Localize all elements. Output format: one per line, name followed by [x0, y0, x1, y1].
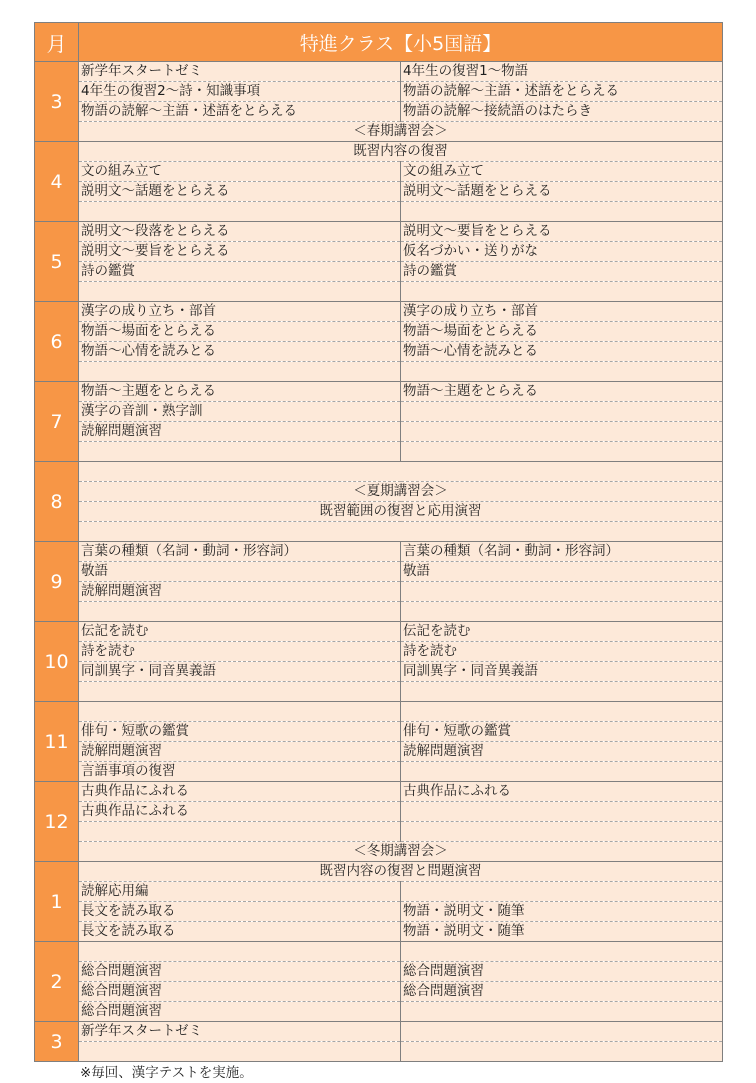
topic-cell-second	[401, 1002, 723, 1022]
table-row	[35, 722, 723, 742]
month-cell: 3	[35, 62, 79, 142]
table-row	[35, 382, 723, 402]
topic-cell-first	[79, 602, 401, 622]
topic-cell-first: 伝記を読む	[79, 622, 401, 642]
topic-cell-second: 物語・説明文・随筆	[401, 922, 723, 942]
month-cell: 11	[35, 702, 79, 782]
topic-cell-first: 文の組み立て	[79, 162, 401, 182]
topic-cell-first: 読解応用編	[79, 882, 401, 902]
topic-cell-second: 古典作品にふれる	[401, 782, 723, 802]
topic-cell-first: 詩の鑑賞	[79, 262, 401, 282]
topic-cell-first: 総合問題演習	[79, 982, 401, 1002]
topic-cell-second: 物語の読解～接続語のはたらき	[401, 102, 723, 122]
table-row	[35, 662, 723, 682]
topic-cell-first: 言葉の種類（名詞・動詞・形容詞）	[79, 542, 401, 562]
month-cell: 2	[35, 942, 79, 1022]
table-row	[35, 582, 723, 602]
table-row	[35, 862, 723, 882]
month-cell: 8	[35, 462, 79, 542]
month-cell: 9	[35, 542, 79, 622]
topic-cell-first	[79, 202, 401, 222]
topic-cell-second: 説明文～話題をとらえる	[401, 182, 723, 202]
topic-cell-second: 伝記を読む	[401, 622, 723, 642]
topic-cell-second	[401, 422, 723, 442]
table-row	[35, 942, 723, 962]
table-row	[35, 342, 723, 362]
topic-cell-second	[401, 602, 723, 622]
topic-cell-first: 物語～場面をとらえる	[79, 322, 401, 342]
topic-cell-second	[401, 822, 723, 842]
session-span-cell	[79, 522, 723, 542]
month-cell: 3	[35, 1022, 79, 1062]
topic-cell-second: 総合問題演習	[401, 982, 723, 1002]
topic-cell-first: 敬語	[79, 562, 401, 582]
session-span-cell: 既習内容の復習	[79, 142, 723, 162]
topic-cell-first: 物語～心情を読みとる	[79, 342, 401, 362]
topic-cell-first: 漢字の成り立ち・部首	[79, 302, 401, 322]
table-row	[35, 322, 723, 342]
table-row	[35, 642, 723, 662]
table-row	[35, 242, 723, 262]
month-cell: 1	[35, 862, 79, 942]
topic-cell-first: 言語事項の復習	[79, 762, 401, 782]
topic-cell-first: 説明文～段落をとらえる	[79, 222, 401, 242]
table-row	[35, 482, 723, 502]
topic-cell-second: 詩を読む	[401, 642, 723, 662]
table-row	[35, 1002, 723, 1022]
topic-cell-first: 漢字の音訓・熟字訓	[79, 402, 401, 422]
topic-cell-second	[401, 702, 723, 722]
topic-cell-second	[401, 362, 723, 382]
topic-cell-first: 読解問題演習	[79, 582, 401, 602]
table-row	[35, 782, 723, 802]
topic-cell-first	[79, 442, 401, 462]
topic-cell-first	[79, 1042, 401, 1062]
topic-cell-first: 長文を読み取る	[79, 902, 401, 922]
table-row	[35, 422, 723, 442]
topic-cell-first: 古典作品にふれる	[79, 782, 401, 802]
topic-cell-second: 物語の読解～主語・述語をとらえる	[401, 82, 723, 102]
topic-cell-second: 言葉の種類（名詞・動詞・形容詞）	[401, 542, 723, 562]
topic-cell-first	[79, 282, 401, 302]
topic-cell-second	[401, 942, 723, 962]
topic-cell-first: 物語の読解～主語・述語をとらえる	[79, 102, 401, 122]
table-row	[35, 822, 723, 842]
table-row	[35, 622, 723, 642]
table-row	[35, 882, 723, 902]
topic-cell-first: 俳句・短歌の鑑賞	[79, 722, 401, 742]
topic-cell-second: 敬語	[401, 562, 723, 582]
table-row	[35, 122, 723, 142]
table-row	[35, 1022, 723, 1042]
topic-cell-second: 同訓異字・同音異義語	[401, 662, 723, 682]
table-row	[35, 62, 723, 82]
table-row	[35, 142, 723, 162]
month-cell: 7	[35, 382, 79, 462]
month-cell: 12	[35, 782, 79, 862]
topic-cell-first: 新学年スタートゼミ	[79, 1022, 401, 1042]
topic-cell-second: 漢字の成り立ち・部首	[401, 302, 723, 322]
topic-cell-second	[401, 402, 723, 422]
topic-cell-second: 俳句・短歌の鑑賞	[401, 722, 723, 742]
table-title: 特進クラス【小5国語】	[79, 23, 723, 62]
session-span-cell: 既習範囲の復習と応用演習	[79, 502, 723, 522]
topic-cell-second: 詩の鑑賞	[401, 262, 723, 282]
topic-cell-second	[401, 682, 723, 702]
table-row	[35, 182, 723, 202]
session-span-cell	[79, 462, 723, 482]
table-row	[35, 902, 723, 922]
session-span-cell: ＜春期講習会＞	[79, 122, 723, 142]
topic-cell-second	[401, 762, 723, 782]
table-row	[35, 502, 723, 522]
month-cell: 4	[35, 142, 79, 222]
topic-cell-second	[401, 882, 723, 902]
table-row	[35, 102, 723, 122]
topic-cell-second: 物語～主題をとらえる	[401, 382, 723, 402]
table-row	[35, 162, 723, 182]
topic-cell-first: 総合問題演習	[79, 962, 401, 982]
topic-cell-second: 読解問題演習	[401, 742, 723, 762]
schedule-table	[34, 22, 723, 1062]
table-row	[35, 402, 723, 422]
topic-cell-first	[79, 702, 401, 722]
table-row	[35, 222, 723, 242]
topic-cell-first: 長文を読み取る	[79, 922, 401, 942]
topic-cell-second: 総合問題演習	[401, 962, 723, 982]
month-header: 月	[35, 23, 79, 62]
topic-cell-second: 説明文～要旨をとらえる	[401, 222, 723, 242]
session-span-cell: 既習内容の復習と問題演習	[79, 862, 723, 882]
session-span-cell: ＜夏期講習会＞	[79, 482, 723, 502]
topic-cell-first: 古典作品にふれる	[79, 802, 401, 822]
footnote: ※毎回、漢字テストを実施。	[80, 1065, 253, 1081]
topic-cell-first: 説明文～要旨をとらえる	[79, 242, 401, 262]
topic-cell-second	[401, 1022, 723, 1042]
topic-cell-second	[401, 1042, 723, 1062]
table-row	[35, 742, 723, 762]
topic-cell-second	[401, 282, 723, 302]
table-row	[35, 762, 723, 782]
topic-cell-first	[79, 942, 401, 962]
topic-cell-first: 物語～主題をとらえる	[79, 382, 401, 402]
table-row	[35, 202, 723, 222]
topic-cell-second: 物語・説明文・随筆	[401, 902, 723, 922]
table-row	[35, 282, 723, 302]
topic-cell-second: 文の組み立て	[401, 162, 723, 182]
table-row	[35, 842, 723, 862]
session-span-cell: ＜冬期講習会＞	[79, 842, 723, 862]
table-row	[35, 602, 723, 622]
topic-cell-first: 説明文～話題をとらえる	[79, 182, 401, 202]
topic-cell-first: 詩を読む	[79, 642, 401, 662]
topic-cell-second: 物語～心情を読みとる	[401, 342, 723, 362]
table-row	[35, 82, 723, 102]
topic-cell-first	[79, 822, 401, 842]
table-row	[35, 702, 723, 722]
topic-cell-first: 同訓異字・同音異義語	[79, 662, 401, 682]
topic-cell-first	[79, 682, 401, 702]
header-row	[35, 23, 723, 62]
table-row	[35, 1042, 723, 1062]
topic-cell-second: 4年生の復習1～物語	[401, 62, 723, 82]
table-row	[35, 442, 723, 462]
topic-cell-first: 総合問題演習	[79, 1002, 401, 1022]
table-row	[35, 302, 723, 322]
table-row	[35, 982, 723, 1002]
table-row	[35, 562, 723, 582]
topic-cell-second: 仮名づかい・送りがな	[401, 242, 723, 262]
topic-cell-second	[401, 582, 723, 602]
table-row	[35, 802, 723, 822]
topic-cell-first: 読解問題演習	[79, 422, 401, 442]
topic-cell-first: 読解問題演習	[79, 742, 401, 762]
table-row	[35, 362, 723, 382]
topic-cell-second	[401, 802, 723, 822]
month-cell: 10	[35, 622, 79, 702]
month-cell: 5	[35, 222, 79, 302]
topic-cell-first	[79, 362, 401, 382]
month-cell: 6	[35, 302, 79, 382]
topic-cell-second: 物語～場面をとらえる	[401, 322, 723, 342]
table-row	[35, 922, 723, 942]
table-row	[35, 262, 723, 282]
table-row	[35, 462, 723, 482]
topic-cell-second	[401, 202, 723, 222]
topic-cell-second	[401, 442, 723, 462]
table-row	[35, 682, 723, 702]
topic-cell-first: 4年生の復習2～詩・知識事項	[79, 82, 401, 102]
table-row	[35, 522, 723, 542]
table-row	[35, 542, 723, 562]
topic-cell-first: 新学年スタートゼミ	[79, 62, 401, 82]
table-row	[35, 962, 723, 982]
